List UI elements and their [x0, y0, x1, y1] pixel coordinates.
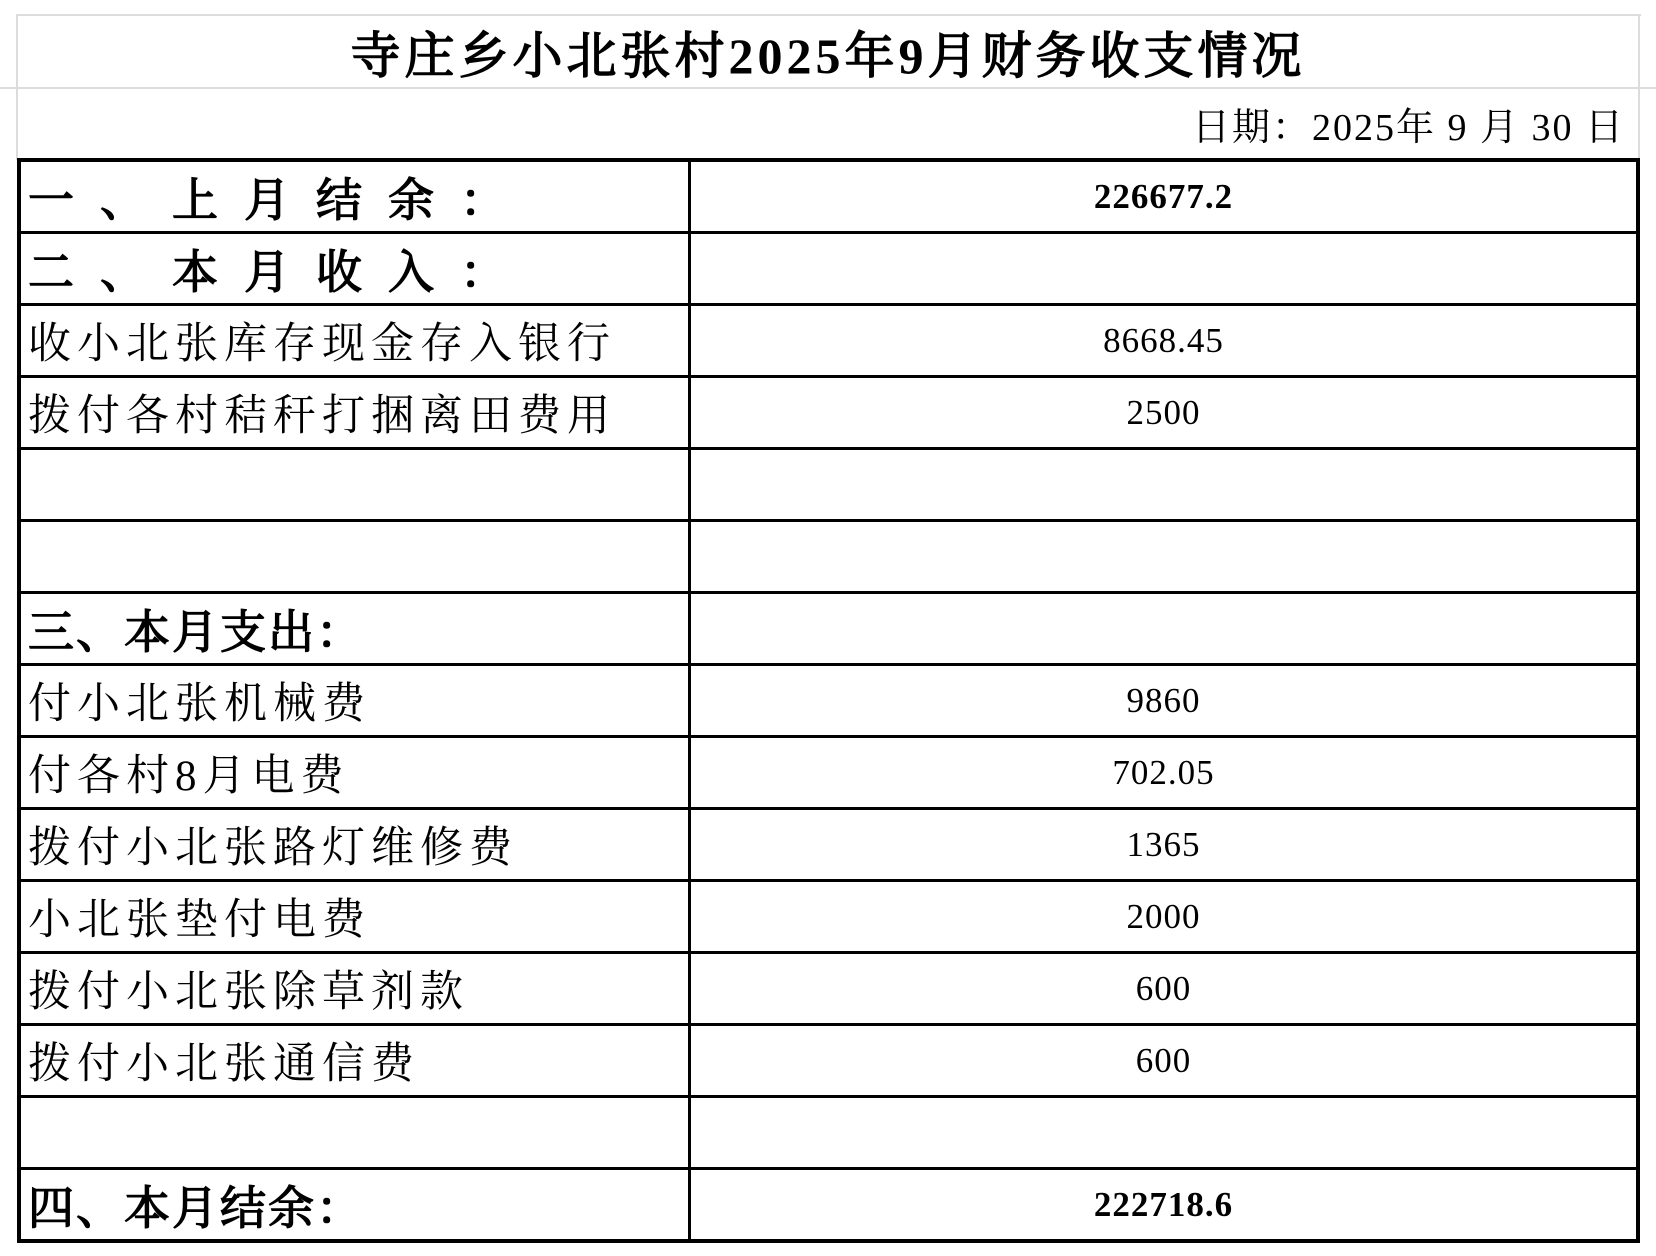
table-row	[21, 1098, 1636, 1170]
row-value: 226677.2	[1093, 176, 1234, 216]
row-label: 拨付小北张路灯维修费	[21, 810, 691, 879]
table-row	[21, 1170, 1636, 1239]
table-row	[21, 306, 1636, 378]
finance-table	[17, 158, 1640, 1243]
row-label: 一、上月结余：	[21, 162, 691, 231]
row-label: 拨付各村秸秆打捆离田费用	[21, 378, 691, 447]
row-value: 600	[1135, 968, 1192, 1008]
table-row	[21, 234, 1636, 306]
report-date: 日期：2025年 9 月 30 日	[1191, 106, 1625, 149]
row-value: 2500	[1126, 392, 1201, 432]
row-value	[691, 522, 1636, 591]
row-label: 小北张垫付电费	[21, 882, 691, 951]
row-value: 600	[1135, 1040, 1192, 1080]
row-value	[691, 234, 1636, 303]
row-label: 付各村8月电费	[21, 738, 691, 807]
row-value: 702.05	[1112, 752, 1215, 792]
table-row	[21, 522, 1636, 594]
row-label: 四、本月结余：	[21, 1170, 691, 1239]
row-label	[21, 522, 691, 591]
table-row	[21, 1026, 1636, 1098]
row-value	[691, 594, 1636, 663]
row-label: 拨付小北张除草剂款	[21, 954, 691, 1023]
row-label	[21, 450, 691, 519]
table-row	[21, 162, 1636, 234]
table-row	[21, 378, 1636, 450]
table-row	[21, 882, 1636, 954]
row-label: 拨付小北张通信费	[21, 1026, 691, 1095]
row-value: 8668.45	[1103, 320, 1224, 360]
row-label: 付小北张机械费	[21, 666, 691, 735]
table-row	[21, 738, 1636, 810]
table-row	[21, 810, 1636, 882]
row-label	[21, 1098, 691, 1167]
table-row	[21, 954, 1636, 1026]
row-value: 222718.6	[1093, 1184, 1234, 1224]
row-label: 三、本月支出：	[21, 594, 691, 663]
table-row	[21, 666, 1636, 738]
row-value: 1365	[1126, 824, 1201, 864]
page-title: 寺庄乡小北张村2025年9月财务收支情况	[350, 27, 1306, 84]
row-label: 收小北张库存现金存入银行	[21, 306, 691, 375]
row-value	[691, 1098, 1636, 1167]
table-row	[21, 594, 1636, 666]
table-row	[21, 450, 1636, 522]
row-value	[691, 450, 1636, 519]
row-value: 2000	[1126, 896, 1201, 936]
row-value: 9860	[1126, 680, 1201, 720]
row-label: 二、本月收入：	[21, 234, 691, 303]
